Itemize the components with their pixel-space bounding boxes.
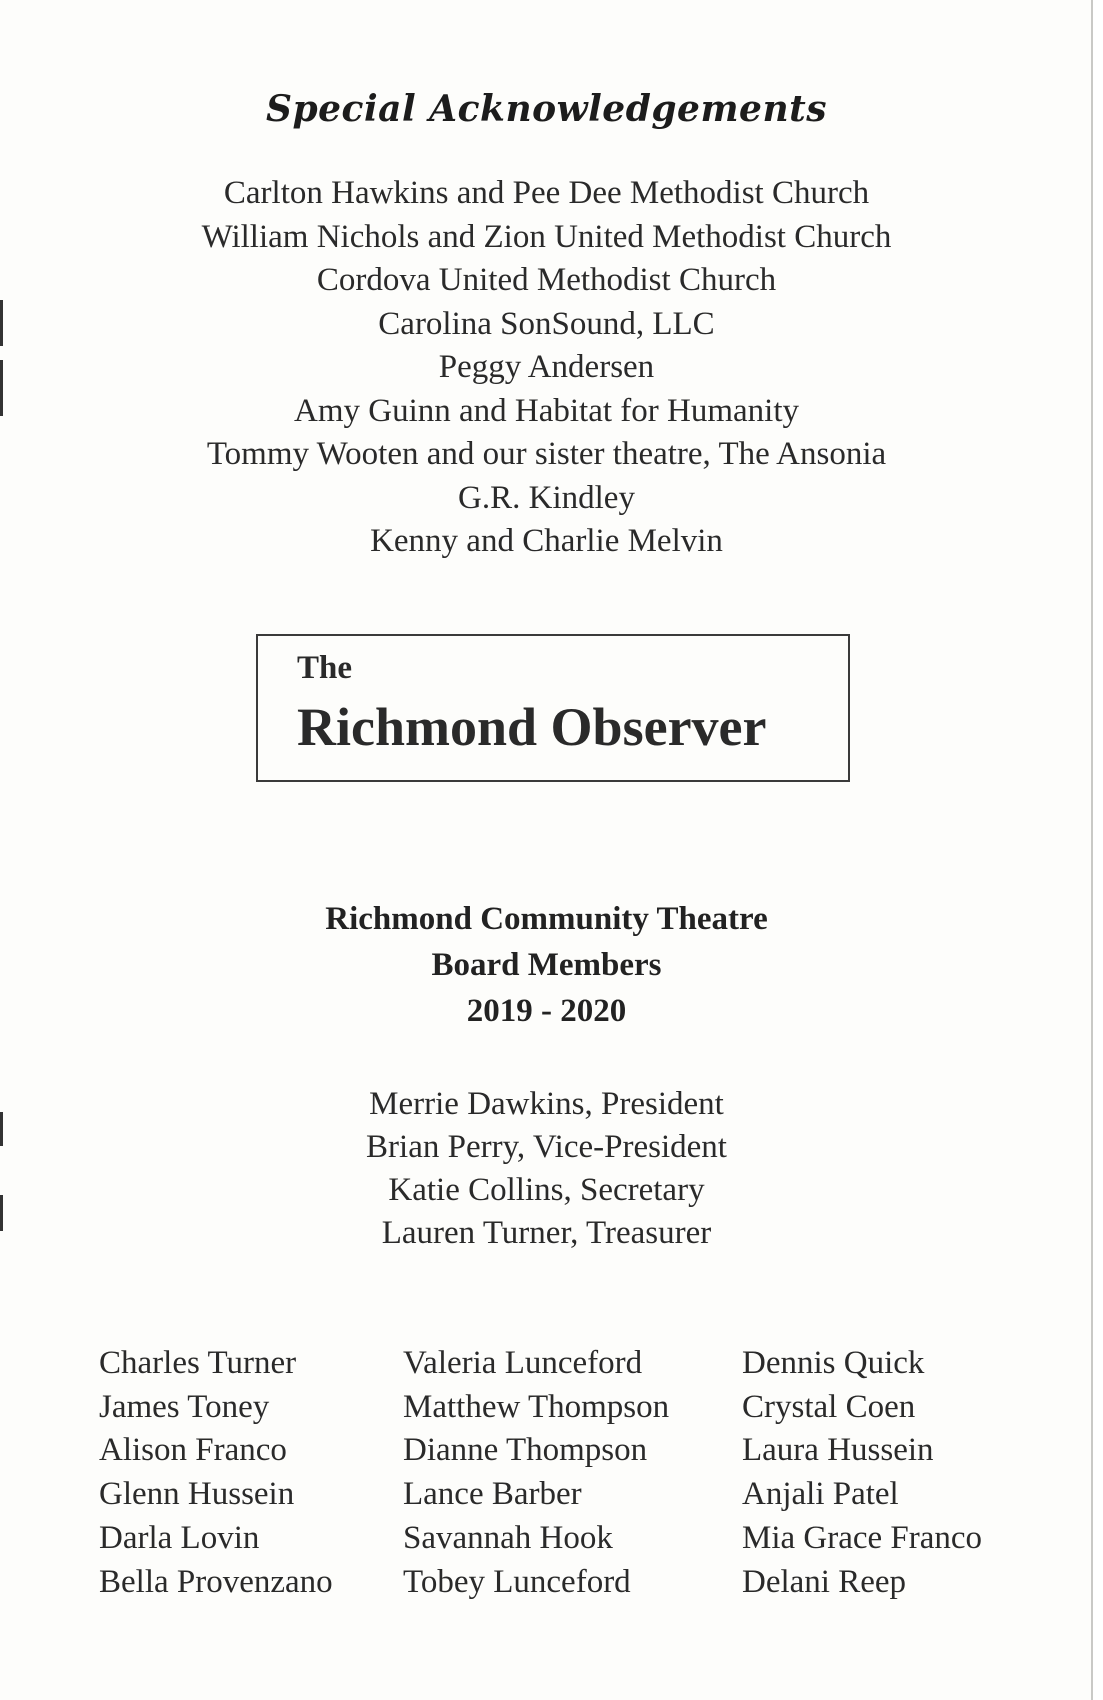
acknowledgement-item: Tommy Wooten and our sister theatre, The Ansonia [206,436,887,472]
board-heading-members: Board Members [431,947,662,983]
acknowledgement-item: Kenny and Charlie Melvin [370,523,723,559]
board-members-column-1 [99,1342,333,1604]
board-member: Tobey Lunceford [403,1563,631,1600]
board-member: Crystal Coen [742,1388,916,1425]
acknowledgement-item: Amy Guinn and Habitat for Humanity [294,392,799,429]
board-officers [0,1083,1093,1255]
board-member: Savannah Hook [403,1519,613,1556]
sponsor-logo-box [256,634,850,782]
board-member: Darla Lovin [99,1519,260,1556]
board-members-column-3 [742,1342,982,1604]
board-member: Lance Barber [403,1476,582,1513]
officer: Brian Perry, Vice-President [366,1129,727,1165]
acknowledgement-item: G.R. Kindley [458,479,635,516]
board-member: Matthew Thompson [403,1388,670,1425]
acknowledgements-title: Special Acknowledgements [265,88,828,130]
board-member: Dennis Quick [742,1345,925,1381]
officer: Merrie Dawkins, President [369,1086,724,1122]
acknowledgement-item: Carolina SonSound, LLC [378,305,715,342]
board-heading [0,896,1093,1034]
board-member: Charles Turner [99,1345,297,1381]
board-member: Alison Franco [99,1432,287,1469]
board-member: James Toney [99,1388,270,1425]
sponsor-the: The [297,650,353,686]
acknowledgement-item: Cordova United Methodist Church [316,262,777,298]
acknowledgement-item: Peggy Andersen [438,349,655,385]
sponsor-name: Richmond Observer [297,697,767,757]
board-member: Mia Grace Franco [742,1519,983,1556]
board-member: Bella Provenzano [99,1563,333,1600]
board-member: Glenn Hussein [99,1476,295,1513]
board-member: Dianne Thompson [403,1432,648,1469]
officer: Katie Collins, Secretary [388,1172,705,1208]
acknowledgements-list [0,172,1093,564]
board-members-column-2 [403,1342,669,1604]
acknowledgement-item: William Nichols and Zion United Methodist Church [201,218,892,255]
board-member: Delani Reep [742,1563,907,1600]
officer: Lauren Turner, Treasurer [381,1215,712,1251]
board-member: Anjali Patel [742,1476,899,1513]
board-heading-years: 2019 - 2020 [466,993,627,1029]
board-heading-theatre: Richmond Community Theatre [325,901,768,937]
acknowledgement-item: Carlton Hawkins and Pee Dee Methodist Church [223,175,870,211]
board-member: Laura Hussein [742,1432,934,1469]
board-member: Valeria Lunceford [403,1345,643,1381]
